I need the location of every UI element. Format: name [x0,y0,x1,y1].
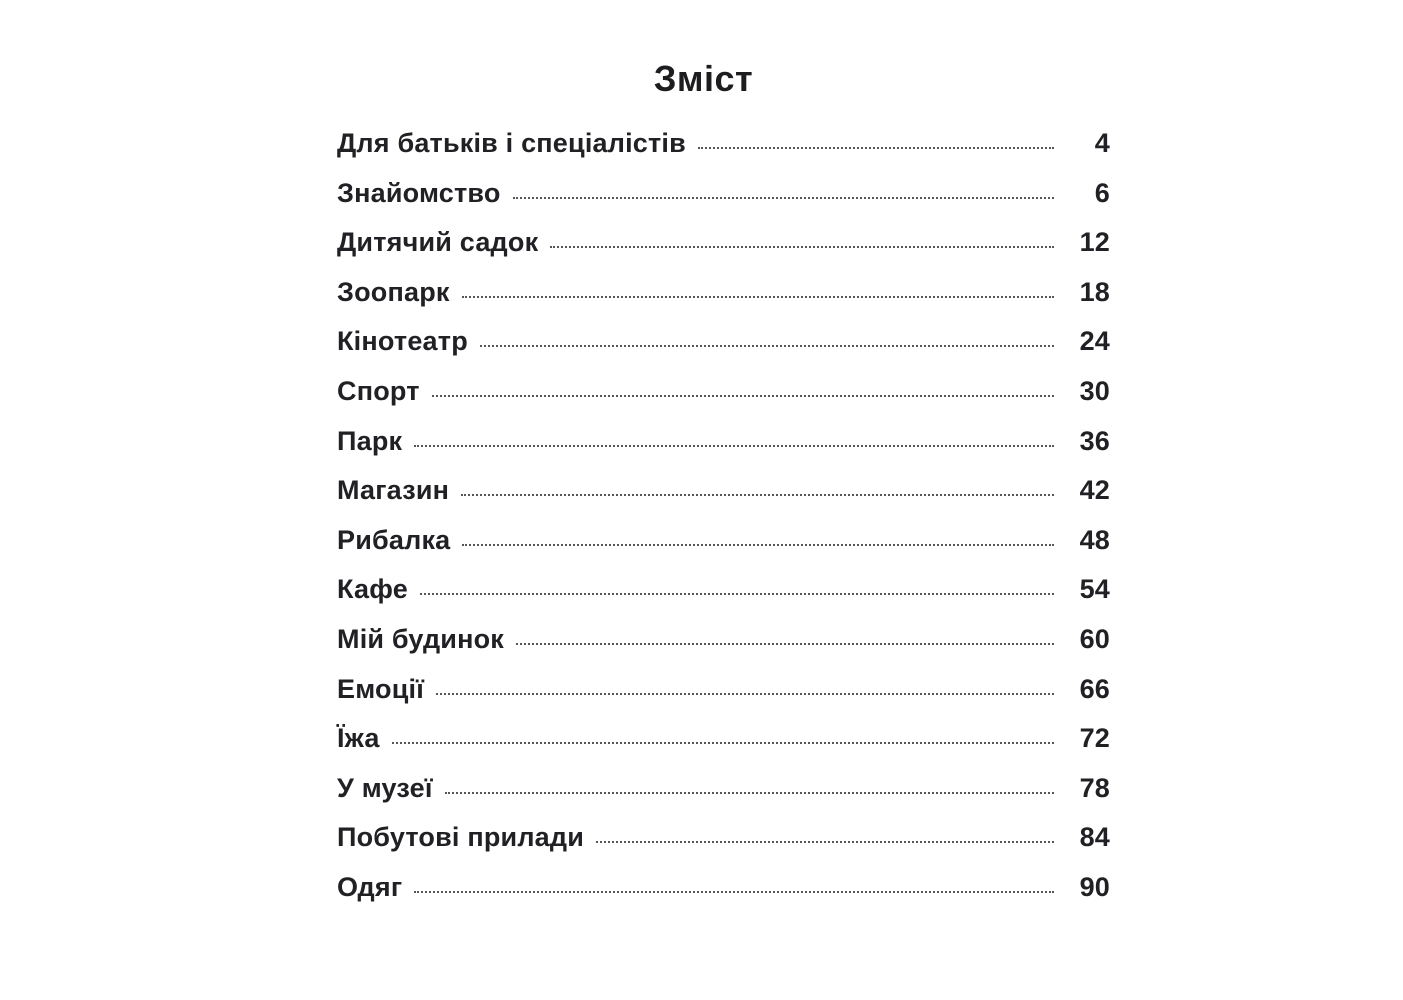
toc-entry [337,475,1110,506]
dotted-leader [420,593,1054,595]
toc-entry-label: Мій будинок [337,623,505,654]
dotted-leader [461,494,1054,496]
toc-entry-label: Кінотеатр [337,326,468,357]
toc-entry [337,773,1110,804]
toc-entry-label: Магазин [337,475,450,506]
toc-entry-label: У музеї [337,772,433,803]
toc-entry-label: Кафе [337,574,408,605]
toc-entry-page: 4 [1094,128,1110,158]
toc-entry-label: Одяг [337,871,403,902]
table-of-contents [337,128,1110,903]
toc-entry-page: 18 [1079,276,1110,307]
dotted-leader [414,891,1054,893]
toc-entry-label: Знайомство [337,177,501,208]
toc-entry [337,128,1110,159]
toc-entry-label: Емоції [337,673,425,704]
toc-entry-label: Зоопарк [337,276,450,307]
dotted-leader [480,345,1054,347]
toc-entry [337,376,1110,407]
toc-entry-page: 60 [1079,623,1110,654]
toc-entry-label: Для батьків і спеціалістів [337,128,686,158]
toc-entry-page: 72 [1079,723,1110,754]
toc-entry [337,872,1110,903]
toc-entry [337,574,1110,605]
page-title: Зміст [653,58,754,99]
toc-entry [337,326,1110,357]
dotted-leader [462,296,1054,298]
toc-entry-label: Побутові прилади [337,822,585,853]
toc-entry [337,277,1110,308]
toc-entry [337,178,1110,209]
dotted-leader [513,197,1054,199]
dotted-leader [550,246,1054,248]
dotted-leader [698,147,1054,149]
toc-entry-label: Рибалка [337,524,451,555]
toc-entry [337,674,1110,705]
toc-entry-label: Парк [337,425,403,456]
toc-entry [337,624,1110,655]
toc-entry-label: Спорт [337,375,420,406]
dotted-leader [516,643,1054,645]
toc-entry-page: 66 [1079,673,1110,704]
dotted-leader [596,841,1054,843]
toc-entry-label: Дитячий садок [337,227,539,258]
toc-entry [337,525,1110,556]
toc-entry-page: 42 [1079,475,1110,506]
toc-entry-page: 84 [1079,822,1110,853]
toc-entry [337,426,1110,457]
dotted-leader [445,792,1054,794]
toc-entry-page: 54 [1079,574,1110,605]
toc-entry-page: 90 [1079,871,1110,902]
dotted-leader [436,693,1054,695]
toc-entry-page: 24 [1079,326,1110,357]
toc-entry-page: 36 [1079,425,1110,456]
toc-entry [337,723,1110,754]
dotted-leader [462,544,1054,546]
toc-entry-label: Їжа [337,723,380,754]
dotted-leader [414,445,1054,447]
toc-entry [337,227,1110,258]
toc-entry [337,822,1110,853]
dotted-leader [392,742,1054,744]
dotted-leader [432,395,1054,397]
toc-entry-page: 6 [1094,177,1110,208]
toc-entry-page: 30 [1079,375,1110,406]
toc-entry-page: 78 [1079,772,1110,803]
toc-entry-page: 48 [1079,524,1110,555]
toc-entry-page: 12 [1079,227,1110,258]
